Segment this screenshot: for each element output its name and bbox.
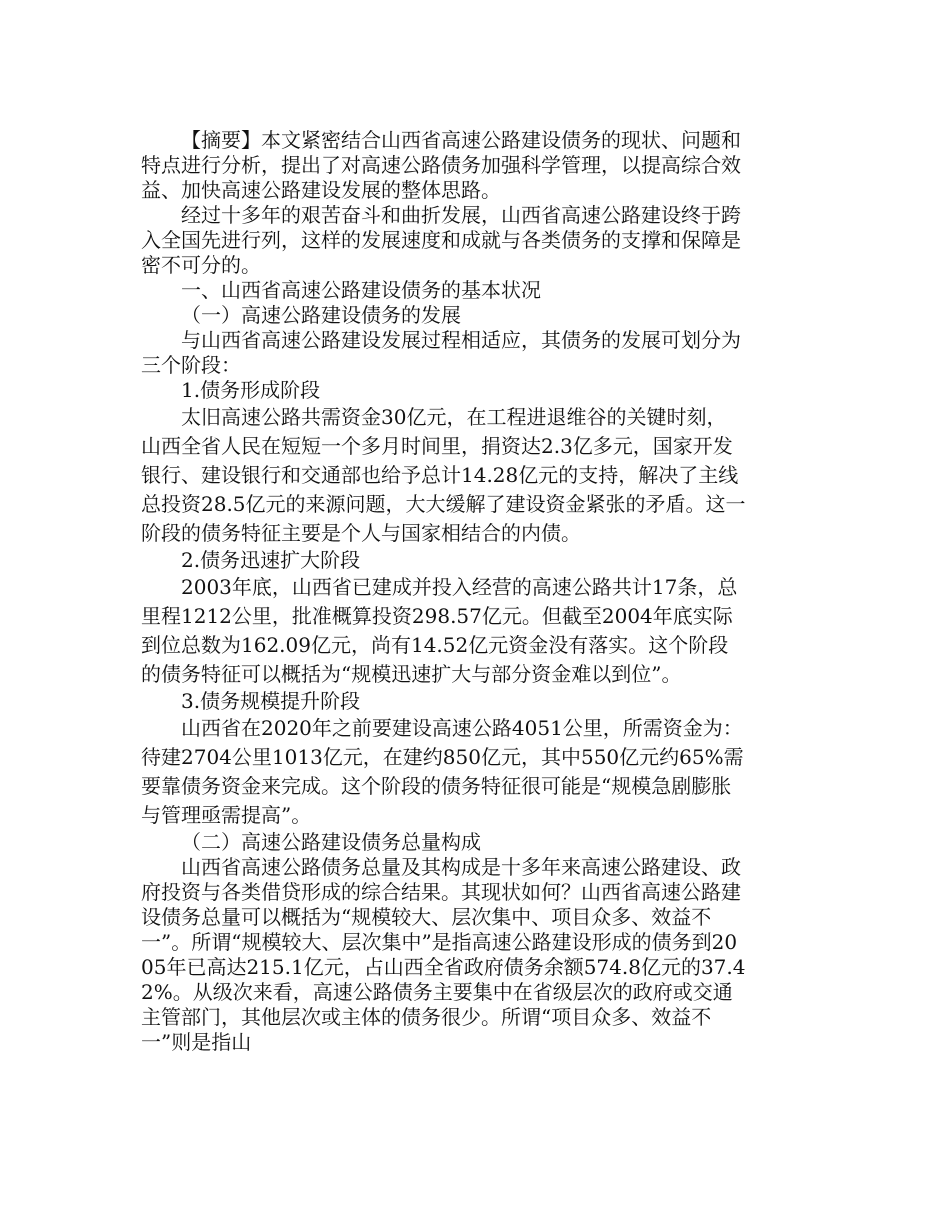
stage-heading-1: 1.债务形成阶段 bbox=[181, 378, 321, 402]
stage-3-paragraph: 山西省在2020年之前要建设高速公路4051公里，所需资金为：待建2704公里1013亿元，在建约850亿元，其中550亿元约65%需要靠债务资金来完成。这个阶段的债务特征很可能是“规模急剧膨胀与管理亟需提高”。 bbox=[141, 716, 744, 827]
subsection-heading-1: （一）高速公路建设债务的发展 bbox=[181, 303, 461, 327]
stage-heading-3: 3.债务规模提升阶段 bbox=[181, 689, 361, 713]
document-body bbox=[141, 128, 746, 1055]
stages-intro-paragraph: 与山西省高速公路建设发展过程相适应，其债务的发展可划分为三个阶段： bbox=[141, 328, 741, 377]
section-heading-1: 一、山西省高速公路建设债务的基本状况 bbox=[181, 278, 541, 302]
subsection-heading-2: （二）高速公路建设债务总量构成 bbox=[181, 830, 481, 854]
stage-2-paragraph: 2003年底，山西省已建成并投入经营的高速公路共计17条，总里程1212公里，批准概算投资298.57亿元。但截至2004年底实际到位总数为162.09亿元，尚有14.52亿元资金没有落实。这个阶段的债务特征可以概括为“规模迅速扩大与部分资金难以到位”。 bbox=[141, 575, 738, 686]
intro-paragraph: 经过十多年的艰苦奋斗和曲折发展，山西省高速公路建设终于跨入全国先进行列，这样的发展速度和成就与各类债务的支撑和保障是密不可分的。 bbox=[141, 203, 741, 277]
stage-heading-2: 2.债务迅速扩大阶段 bbox=[181, 548, 361, 572]
abstract-paragraph: 【摘要】本文紧密结合山西省高速公路建设债务的现状、问题和特点进行分析，提出了对高速公路债务加强科学管理，以提高综合效益、加快高速公路建设发展的整体思路。 bbox=[141, 128, 741, 202]
stage-1-paragraph: 太旧高速公路共需资金30亿元，在工程进退维谷的关键时刻，山西全省人民在短短一个多月时间里，捐资达2.3亿多元，国家开发银行、建设银行和交通部也给予总计14.28亿元的支持，解决了主线总投资28.5亿元的来源问题，大大缓解了建设资金紧张的矛盾。这一阶段的债务特征主要是个人与国家相结合的内债。 bbox=[141, 405, 746, 545]
debt-composition-paragraph: 山西省高速公路债务总量及其构成是十多年来高速公路建设、政府投资与各类借贷形成的综合结果。其现状如何？山西省高速公路建设债务总量可以概括为“规模较大、层次集中、项目众多、效益不一”。所谓“规模较大、层次集中”是指高速公路建设形成的债务到2005年已高达215.1亿元，占山西全省政府债务余额574.8亿元的37.42%。从级次来看，高速公路债务主要集中在省级层次的政府或交通主管部门，其他层次或主体的债务很少。所谓“项目众多、效益不一”则是指山 bbox=[141, 855, 746, 1054]
